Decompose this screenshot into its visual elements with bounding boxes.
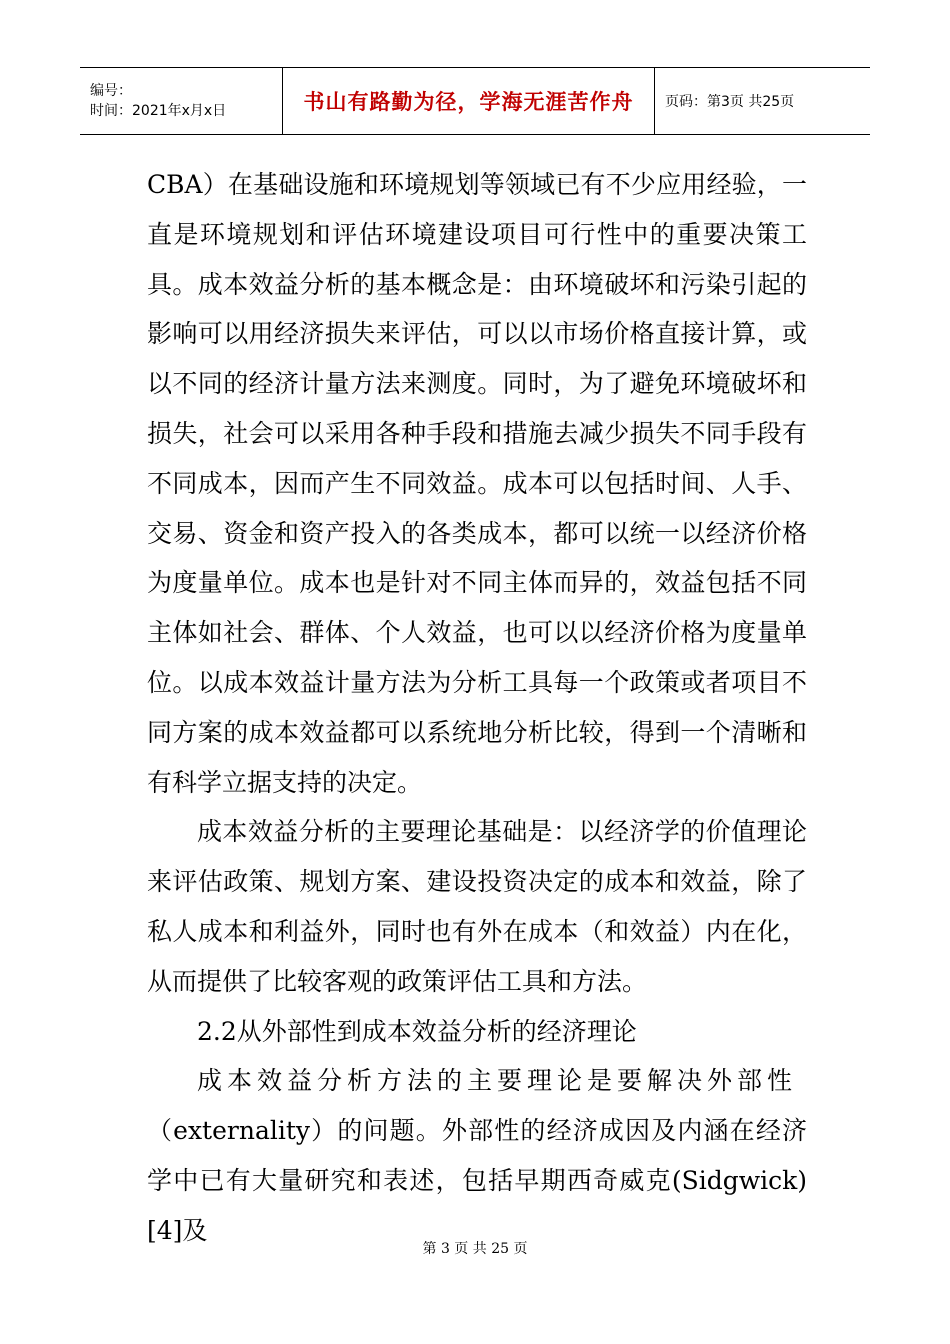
paragraph-theory-basis: 成本效益分析的主要理论基础是：以经济学的价值理论来评估政策、规划方案、建设投资决定的成本和效益，除了私人成本和利益外，同时也有外在成本（和效益）内在化，从而提供了比较客观的政策评估工具和方法。 [147, 817, 807, 996]
header-page-info-cell [655, 68, 870, 134]
paragraph-externality-intro: 成本效益分析方法的主要理论是要解决外部性 [197, 1066, 798, 1096]
document-number-label: 编号： [90, 83, 132, 99]
page-footer: 第 3 页 共 25 页 [422, 1241, 528, 1257]
document-time-label: 时间：2021年x月x日 [90, 103, 227, 119]
header-page-info: 页码：第3页 共25页 [665, 94, 795, 110]
section-heading-2-2: 2.2从外部性到成本效益分析的经济理论 [197, 1016, 637, 1046]
header-motto: 书山有路勤为径，学海无涯苦作舟 [303, 90, 634, 114]
paragraph-externality-continued: （externality）的问题。外部性的经济成因及内涵在经济学中已有大量研究和表述，包括早期西奇威克(Sidgwick)[4]及 [147, 1116, 807, 1245]
header-meta [80, 68, 283, 134]
page-header [80, 67, 870, 135]
paragraph-cba-overview: CBA）在基础设施和环境规划等领域已有不少应用经验，一直是环境规划和评估环境建设项目可行性中的重要决策工具。成本效益分析的基本概念是：由环境破坏和污染引起的影响可以用经济损失来评估，可以以市场价格直接计算，或以不同的经济计量方法来测度。同时，为了避免环境破坏和损失，社会可以采用各种手段和措施去减少损失不同手段有不同成本，因而产生不同效益。成本可以包括时间、人手、交易、资金和资产投入的各类成本，都可以统一以经济价格为度量单位。成本也是针对不同主体而异的，效益包括不同主体如社会、群体、个人效益，也可以以经济价格为度量单位。以成本效益计量方法为分析工具每一个政策或者项目不同方案的成本效益都可以系统地分析比较，得到一个清晰和有科学立据支持的决定。 [147, 170, 807, 797]
header-motto-cell [283, 68, 655, 134]
document-body [147, 160, 807, 1256]
